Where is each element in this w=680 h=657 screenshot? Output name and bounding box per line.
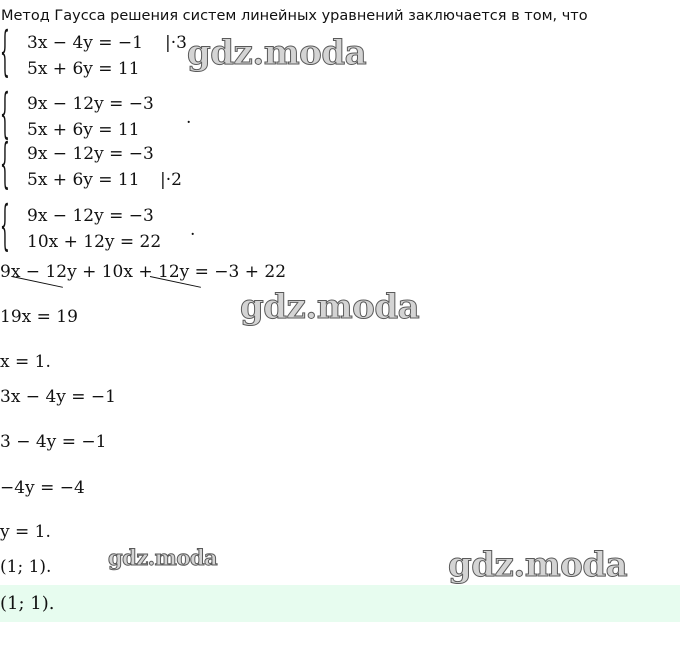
left-brace: {	[0, 20, 10, 83]
equation: 9x − 12y = −3	[27, 206, 154, 226]
equation: 10x + 12y = 22	[27, 232, 162, 252]
step-sum: 9x − 12y + 10x + 12y = −3 + 22	[0, 262, 287, 282]
left-brace: {	[0, 82, 10, 145]
multiplier: |·3	[165, 33, 187, 53]
watermark: gdz.moda	[108, 545, 218, 570]
step: −4y = −4	[0, 478, 85, 498]
step: x = 1.	[0, 352, 51, 372]
answer-box	[0, 585, 680, 622]
step: 19x = 19	[0, 307, 78, 327]
equation: 5x + 6y = 11	[27, 120, 140, 140]
step: 3 − 4y = −1	[0, 432, 107, 452]
separator-dot: .	[186, 108, 192, 128]
separator-dot: .	[190, 220, 196, 240]
equation: 5x + 6y = 11	[27, 170, 140, 190]
watermark: gdz.moda	[187, 33, 367, 73]
watermark: gdz.moda	[448, 545, 628, 585]
equation: 5x + 6y = 11	[27, 59, 140, 79]
step: 3x − 4y = −1	[0, 387, 116, 407]
answer-text: (1; 1).	[0, 593, 55, 614]
left-brace: {	[0, 132, 10, 195]
left-brace: {	[0, 194, 10, 257]
step: (1; 1).	[0, 557, 52, 577]
equation: 9x − 12y = −3	[27, 94, 154, 114]
equation: 3x − 4y = −1	[27, 33, 143, 53]
equation: 9x − 12y = −3	[27, 144, 154, 164]
intro-text: Метод Гаусса решения систем линейных уравнений заключается в том, что	[1, 8, 588, 24]
multiplier: |·2	[160, 170, 182, 190]
step: y = 1.	[0, 522, 51, 542]
watermark: gdz.moda	[240, 287, 420, 327]
